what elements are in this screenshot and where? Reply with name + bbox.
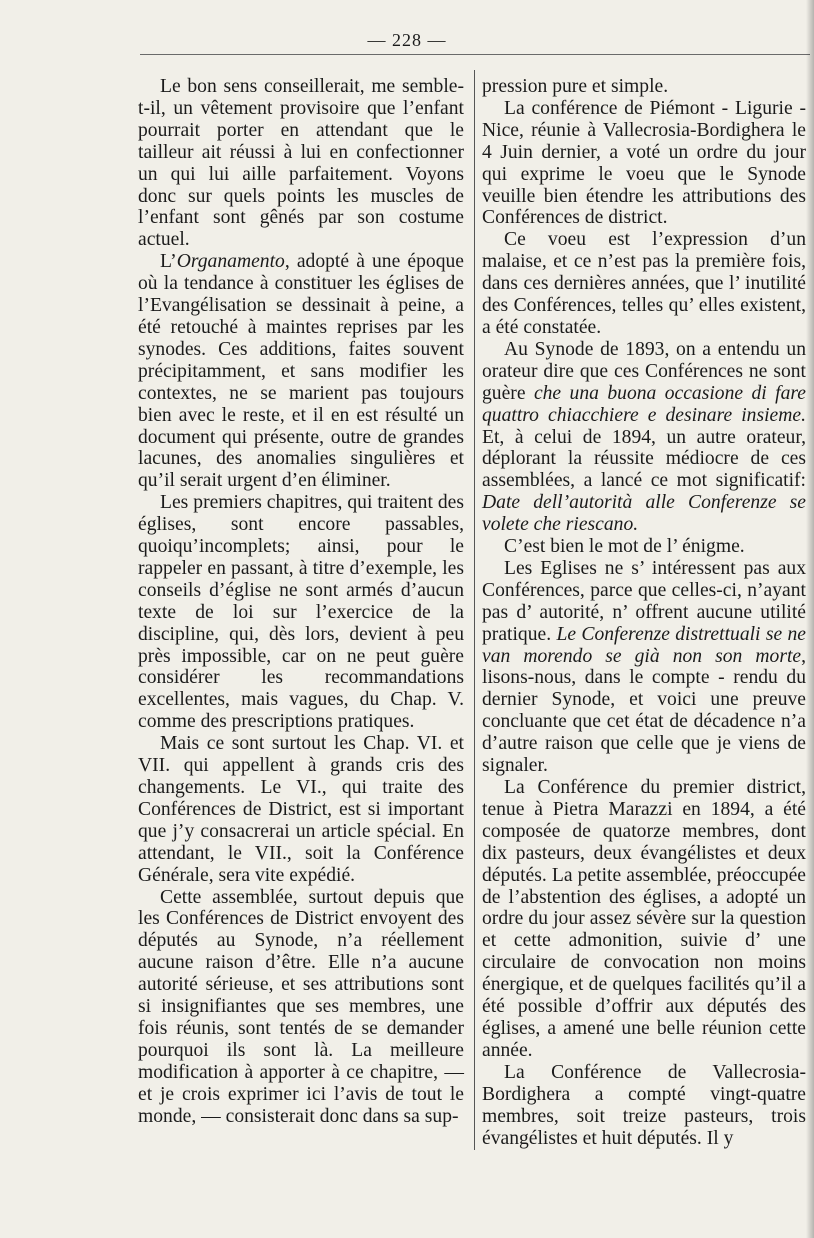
- page-number: — 228 —: [367, 30, 447, 50]
- text-run: Et, à celui de 1894, un autre orateur, déplorant la réussite médiocre de ces assemblées, a lancé ce mot significatif:: [482, 426, 806, 492]
- text-run: Le bon sens conseillerait, me semble-t-il, un vêtement provisoire que l’enfant pourrait porter en attendant que le tailleur ait réussi à lui en confectionner un qui lui aille parfaitement. Voyons donc sur quels points les muscles de l’enfant sont gênés par son costume actuel.: [138, 76, 464, 251]
- text-run: Cette assemblée, surtout depuis que les Conférences de District envoyent des députés au Synode, n’a réellement aucune raison d’être. Elle n’a aucune autorité sérieuse, et ses attributions sont si insignifiantes que ses membres, une fois réunis, sont tentés de se demander pourquoi ils sont là. La meilleure modification à apporter à ce chapitre, — et je crois exprimer ici l’avis de tout le monde, — consisterait donc dans sa sup-: [138, 886, 464, 1127]
- page-edge-shadow: [806, 0, 814, 1238]
- paragraph: [138, 251, 464, 492]
- paragraph: [482, 1062, 806, 1150]
- paragraph: [482, 339, 806, 536]
- left-column: [138, 76, 464, 1128]
- paragraph: [138, 887, 464, 1128]
- paragraph: [482, 777, 806, 1062]
- italic-text: Organamento: [176, 251, 285, 273]
- text-run: C’est bien le mot de l’ énigme.: [504, 536, 745, 558]
- italic-text: Le Conferenze distrettuali se ne van morendo se già non son morte: [482, 623, 806, 667]
- paragraph: [138, 492, 464, 733]
- text-run: La Conférence du premier district, tenue à Pietra Marazzi en 1894, a été composée de quatorze membres, dont dix pasteurs, deux évangélistes et deux députés. La petite assemblée, préoccupée de l’abstention des églises, a adopté un ordre du jour assez sévère sur la question et cette admonition, suivie d’ une circulaire de convocation non moins énergique, et de quelques facilités qu’il a été possible d’offrir aux députés des églises, a amené une belle réunion cette année.: [482, 777, 806, 1061]
- text-run: La Conférence de Vallecrosia-Bordighera a compté vingt-quatre membres, soit treize pasteurs, trois évangélistes et huit députés. Il y: [482, 1061, 806, 1149]
- header-rule: [140, 54, 810, 55]
- text-run: L’: [160, 251, 177, 273]
- paragraph: [482, 558, 806, 777]
- text-run: pression pure et simple.: [482, 76, 669, 97]
- text-run: , adopté à une époque où la tendance à constituer les églises de l’Evangélisation se dessinait à peine, a été retouché à maintes reprises par les synodes. Ces additions, faites souvent précipitamment, et sans modifier les contextes, ne se marient pas toujours bien avec le reste, et il en est résulté un document qui présente, outre de grandes lacunes, des anomalies singulières et qu’il serait urgent d’en éliminer.: [138, 251, 464, 492]
- text-run: La conférence de Piémont - Ligurie - Nice, réunie à Vallecrosia-Bordighera le 4 Juin dernier, a voté un ordre du jour qui exprime le voeu que le Synode veuille bien étendre les attributions des Conférences de district.: [482, 97, 806, 229]
- paragraph: [138, 76, 464, 251]
- paragraph: [138, 733, 464, 886]
- text-run: Mais ce sont surtout les Chap. VI. et VII. qui appellent à grands cris des changements. Le VI., qui traite des Conférences de District, est si important que j’y consacrerai un article spécial. En attendant, le VII., soit la Conférence Générale, sera vite expédié.: [138, 733, 464, 886]
- paragraph: [482, 98, 806, 229]
- text-run: Les premiers chapitres, qui traitent des églises, sont encore passables, quoiqu’incomplets; ainsi, pour le rappeler en passant, à titre d’exemple, les conseils d’église ne sont armés d’aucun texte de loi sur l’exercice de la discipline, qui, dès lors, devient à peu près impossible, car on ne peut guère considérer les recommandations excellentes, mais vagues, du Chap. V. comme des prescriptions pratiques.: [138, 492, 464, 733]
- column-divider: [474, 70, 475, 1150]
- right-column: [482, 76, 806, 1149]
- paragraph: [482, 229, 806, 339]
- italic-text: che una buona occasione di fare quattro chiacchiere e desinare insieme.: [482, 382, 806, 426]
- text-run: Les Eglises ne s’ intéressent pas aux Conférences, parce que celles-ci, n’ayant pas d’ autorité, n’ offrent aucune utilité pratique.: [482, 557, 806, 645]
- italic-text: Date dell’autorità alle Conferenze se volete che riescano.: [482, 492, 806, 536]
- text-run: Au Synode de 1893, on a entendu un orateur dire que ces Conférences ne sont guère: [482, 338, 806, 404]
- paragraph: [482, 76, 806, 98]
- text-run: , lisons-nous, dans le compte - rendu du dernier Synode, et voici une preuve concluante que cet état de décadence n’a d’autre raison que celle que je viens de signaler.: [482, 645, 806, 777]
- paragraph: [482, 536, 806, 558]
- text-run: Ce voeu est l’expression d’un malaise, et ce n’est pas la première fois, dans ces dernières années, que l’ inutilité des Conférences, telles qu’ elles existent, a été constatée.: [482, 229, 806, 338]
